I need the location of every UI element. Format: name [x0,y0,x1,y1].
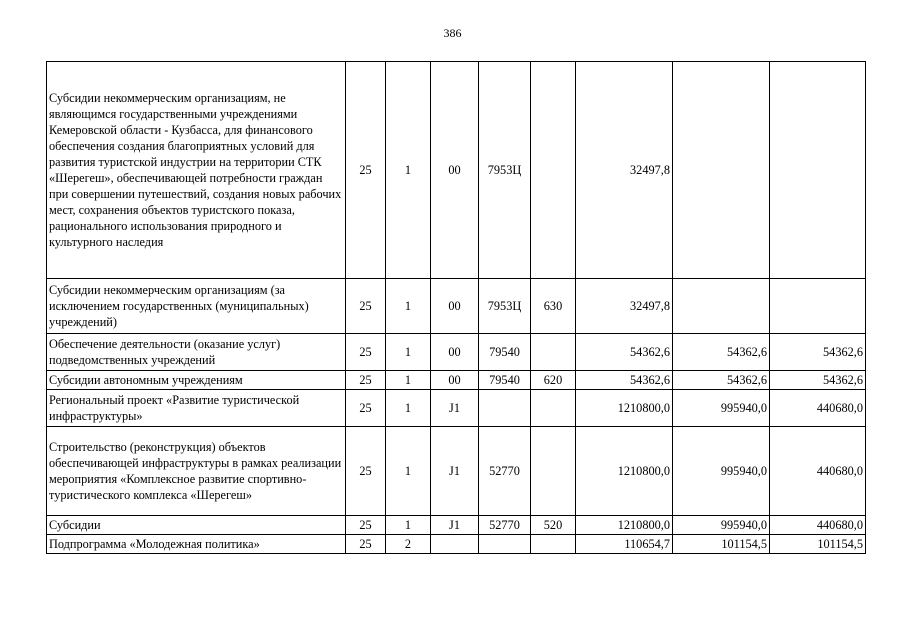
page-number: 386 [443,26,462,40]
cell-expense-type [531,334,576,371]
cell-amount-2: 995940,0 [673,516,770,535]
cell-amount-2: 995940,0 [673,390,770,427]
cell-section: 25 [346,334,386,371]
cell-amount-3: 101154,5 [770,535,866,554]
cell-amount-3: 440680,0 [770,427,866,516]
cell-section: 25 [346,390,386,427]
cell-expense-type [531,62,576,279]
cell-amount-1: 32497,8 [576,279,673,334]
cell-direction: 7953Ц [479,62,531,279]
table-row [47,62,866,279]
cell-amount-3: 54362,6 [770,334,866,371]
cell-direction [479,390,531,427]
cell-program: 1 [386,371,431,390]
cell-amount-2 [673,279,770,334]
cell-expense-type [531,390,576,427]
table-row [47,516,866,535]
cell-amount-2: 101154,5 [673,535,770,554]
table-row [47,371,866,390]
cell-expense-type: 620 [531,371,576,390]
cell-amount-3 [770,62,866,279]
cell-amount-3: 440680,0 [770,390,866,427]
row-name: Подпрограмма «Молодежная политика» [47,535,346,554]
cell-program: 1 [386,334,431,371]
cell-direction: 7953Ц [479,279,531,334]
cell-subprogram: J1 [431,516,479,535]
cell-amount-2: 54362,6 [673,334,770,371]
cell-program: 1 [386,279,431,334]
cell-subprogram: 00 [431,371,479,390]
cell-program: 1 [386,427,431,516]
cell-amount-2: 54362,6 [673,371,770,390]
row-name: Региональный проект «Развитие туристической инфраструктуры» [47,390,346,427]
budget-table [46,61,866,554]
cell-expense-type: 630 [531,279,576,334]
row-name: Строительство (реконструкция) объектов обеспечивающей инфраструктуры в рамках реализации мероприятия «Комплексное развитие спортивно-туристического комплекса «Шерегеш» [47,427,346,516]
row-name: Субсидии автономным учреждениям [47,371,346,390]
cell-amount-1: 1210800,0 [576,427,673,516]
table-row [47,279,866,334]
cell-program: 2 [386,535,431,554]
cell-section: 25 [346,535,386,554]
cell-section: 25 [346,279,386,334]
row-name: Субсидии некоммерческим организациям (за исключением государственных (муниципальных) учреждений) [47,279,346,334]
cell-section: 25 [346,371,386,390]
cell-direction: 52770 [479,427,531,516]
cell-amount-3 [770,279,866,334]
cell-amount-1: 1210800,0 [576,516,673,535]
row-name: Субсидии [47,516,346,535]
cell-program: 1 [386,390,431,427]
table-row [47,390,866,427]
cell-amount-3: 54362,6 [770,371,866,390]
cell-amount-2: 995940,0 [673,427,770,516]
table-row [47,334,866,371]
cell-expense-type: 520 [531,516,576,535]
cell-amount-1: 110654,7 [576,535,673,554]
table-row [47,535,866,554]
cell-program: 1 [386,516,431,535]
row-name: Обеспечение деятельности (оказание услуг) подведомственных учреждений [47,334,346,371]
cell-section: 25 [346,62,386,279]
row-name: Субсидии некоммерческим организациям, не являющимся государственными учреждениями Кемеровской области - Кузбасса, для финансового обеспечения создания благоприятных условий для развития туристской индустрии на территории СТК «Шерегеш», обеспечивающей потребности граждан при совершении путешествий, создания новых рабочих мест, сохранения объектов туристского показа, рационального использования природного и культурного наследия [47,62,346,279]
cell-section: 25 [346,427,386,516]
cell-amount-2 [673,62,770,279]
cell-subprogram: 00 [431,334,479,371]
cell-expense-type [531,427,576,516]
cell-amount-1: 54362,6 [576,334,673,371]
cell-section: 25 [346,516,386,535]
cell-subprogram: J1 [431,427,479,516]
cell-amount-1: 32497,8 [576,62,673,279]
cell-subprogram: 00 [431,62,479,279]
cell-amount-3: 440680,0 [770,516,866,535]
cell-program: 1 [386,62,431,279]
cell-expense-type [531,535,576,554]
cell-direction [479,535,531,554]
cell-amount-1: 54362,6 [576,371,673,390]
cell-subprogram [431,535,479,554]
cell-direction: 79540 [479,334,531,371]
cell-direction: 52770 [479,516,531,535]
table-row [47,427,866,516]
cell-direction: 79540 [479,371,531,390]
cell-subprogram: 00 [431,279,479,334]
cell-amount-1: 1210800,0 [576,390,673,427]
cell-subprogram: J1 [431,390,479,427]
